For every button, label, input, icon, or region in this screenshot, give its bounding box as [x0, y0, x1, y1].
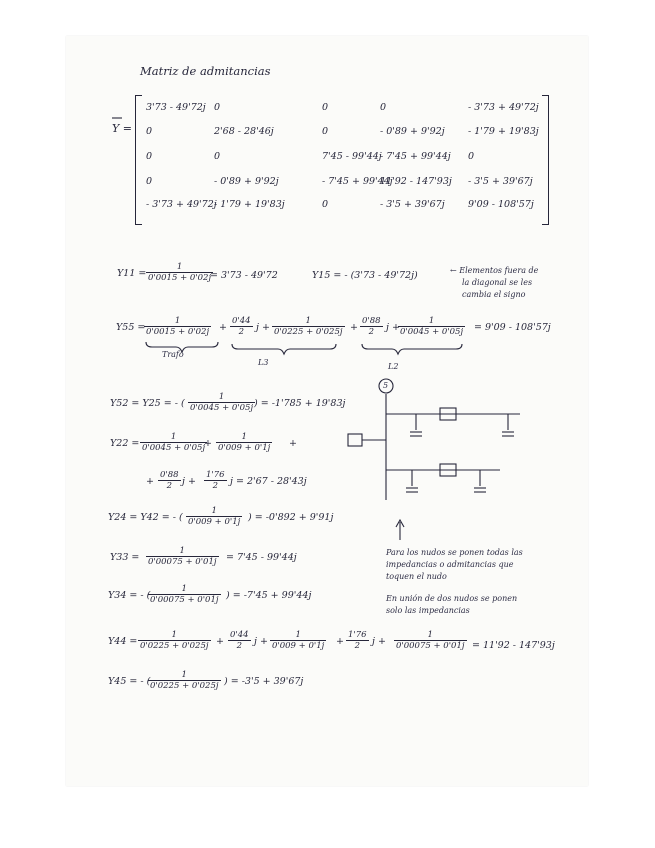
- matrix-cell: 0: [146, 176, 153, 187]
- y11-fraction: $\frac{1}{0'0015 + 0'02j}$: [148, 262, 212, 283]
- y11-label: Y11 =: [117, 268, 147, 279]
- matrix-cell: 0: [146, 151, 153, 162]
- y55-term4: $\frac{0'88}{2}$: [362, 316, 381, 337]
- y44-term4: $\frac{1'76}{2}$: [348, 630, 367, 651]
- y22-plus3: +: [146, 476, 154, 487]
- y24-result: ) = -0'892 + 9'91j: [248, 512, 334, 523]
- y55-plus3: +: [350, 322, 358, 333]
- note-offdiag-1: ← Elementos fuera de: [450, 266, 539, 275]
- bus-number: 5: [383, 381, 389, 390]
- brace-label-l2: L2: [388, 362, 399, 371]
- matrix-cell: 9'09 - 108'57j: [468, 199, 534, 210]
- brace-label-trafo: Trafo: [162, 350, 184, 359]
- y55-term2-suffix: j +: [256, 322, 270, 333]
- matrix-cell: - 0'89 + 9'92j: [380, 126, 445, 137]
- y45-fraction: $\frac{1}{0'0225 + 0'025j}$: [150, 670, 219, 691]
- y55-term5: $\frac{1}{0'0045 + 0'05j}$: [400, 316, 464, 337]
- y52-label: Y52 = Y25 = - (: [110, 398, 185, 409]
- matrix-cell: 0: [214, 151, 221, 162]
- matrix-cell: 0: [214, 102, 221, 113]
- y34-fraction: $\frac{1}{0'00075 + 0'01j}$: [150, 584, 219, 605]
- y45-result: ) = -3'5 + 39'67j: [224, 676, 304, 687]
- y55-term4-suffix: j +: [386, 322, 400, 333]
- y33-result: = 7'45 - 99'44j: [226, 552, 297, 563]
- matrix-cell: 0: [322, 126, 329, 137]
- y45-label: Y45 = - (: [108, 676, 151, 687]
- brace-l2: [362, 344, 462, 354]
- y34-label: Y34 = - (: [108, 590, 151, 601]
- y33-label: Y33 =: [110, 552, 140, 563]
- y15-expression: Y15 = - (3'73 - 49'72j): [312, 270, 418, 281]
- y24-fraction: $\frac{1}{0'009 + 0'1j}$: [188, 506, 241, 527]
- note-union-1: En unión de dos nudos se ponen: [386, 594, 518, 603]
- note-union-2: solo las impedancias: [386, 606, 470, 615]
- y44-term2: $\frac{0'44}{2}$: [230, 630, 249, 651]
- y44-result: = 11'92 - 147'93j: [472, 640, 555, 651]
- y33-fraction: $\frac{1}{0'00075 + 0'01j}$: [148, 546, 217, 567]
- brace-label-l3: L3: [258, 358, 269, 367]
- y22-term3-suffix: j +: [182, 476, 196, 487]
- bus-circle: [379, 379, 393, 393]
- y22-term4: $\frac{1'76}{2}$: [206, 470, 225, 491]
- y22-plus1: +: [204, 438, 212, 449]
- matrix-cell: - 3'5 + 39'67j: [380, 199, 445, 210]
- y55-term2: $\frac{0'44}{2}$: [232, 316, 251, 337]
- brace-trafo: [146, 342, 218, 352]
- page-title: Matriz de admitancias: [140, 64, 271, 78]
- matrix-cell: 0: [322, 199, 329, 210]
- y22-term1: $\frac{1}{0'0045 + 0'05j}$: [142, 432, 206, 453]
- y55-label: Y55 =: [116, 322, 146, 333]
- matrix-cell: 7'45 - 99'44j: [322, 151, 382, 162]
- y11-result: = 3'73 - 49'72: [210, 270, 278, 281]
- matrix-label: Y =: [112, 122, 132, 135]
- y55-plus1: +: [219, 322, 227, 333]
- matrix-cell: - 1'79 + 19'83j: [214, 199, 285, 210]
- y52-fraction: $\frac{1}{0'0045 + 0'05j}$: [190, 392, 254, 413]
- matrix-cell: - 7'45 + 99'44j: [322, 176, 393, 187]
- y22-term3: $\frac{0'88}{2}$: [160, 470, 179, 491]
- note-offdiag-3: cambia el signo: [462, 290, 526, 299]
- y44-label: Y44 =: [108, 636, 138, 647]
- matrix-cell: - 7'45 + 99'44j: [380, 151, 451, 162]
- matrix-cell: - 0'89 + 9'92j: [214, 176, 279, 187]
- matrix-cell: 3'73 - 49'72j: [146, 102, 206, 113]
- y55-term3: $\frac{1}{0'0225 + 0'025j}$: [274, 316, 343, 337]
- matrix-cell: 2'68 - 28'46j: [214, 126, 274, 137]
- matrix-cell: 0: [322, 102, 329, 113]
- y24-label: Y24 = Y42 = - (: [108, 512, 183, 523]
- y34-result: ) = -7'45 + 99'44j: [226, 590, 312, 601]
- y44-term2-suffix: j +: [254, 636, 268, 647]
- y44-term5: $\frac{1}{0'00075 + 0'01j}$: [396, 630, 465, 651]
- note-nodes-3: toquen el nudo: [386, 572, 447, 581]
- matrix-cell: 11'92 - 147'93j: [380, 176, 452, 187]
- y55-term1: $\frac{1}{0'0015 + 0'02j}$: [146, 316, 210, 337]
- matrix-cell: - 3'73 + 49'72j: [468, 102, 539, 113]
- y44-term1: $\frac{1}{0'0225 + 0'025j}$: [140, 630, 209, 651]
- y44-term3: $\frac{1}{0'009 + 0'1j}$: [272, 630, 325, 651]
- y44-plus3: +: [336, 636, 344, 647]
- source-box: [348, 434, 362, 446]
- matrix-cell: 0: [146, 126, 153, 137]
- y22-result: j = 2'67 - 28'43j: [230, 476, 307, 487]
- y22-label: Y22 =: [110, 438, 140, 449]
- note-offdiag-2: la diagonal se les: [462, 278, 533, 287]
- matrix-cell: - 3'73 + 49'72j: [146, 199, 217, 210]
- y52-result: ) = -1'785 + 19'83j: [254, 398, 346, 409]
- matrix-cell: 0: [380, 102, 387, 113]
- matrix-cell: 0: [468, 151, 475, 162]
- y22-term2: $\frac{1}{0'009 + 0'1j}$: [218, 432, 271, 453]
- brace-l3: [232, 344, 336, 354]
- note-nodes-1: Para los nudos se ponen todas las: [386, 548, 523, 557]
- note-nodes-2: impedancias o admitancias que: [386, 560, 514, 569]
- y44-term4-suffix: j +: [372, 636, 386, 647]
- y22-plus2: +: [289, 438, 297, 449]
- y44-plus1: +: [216, 636, 224, 647]
- y55-result: = 9'09 - 108'57j: [474, 322, 551, 333]
- matrix-cell: - 3'5 + 39'67j: [468, 176, 533, 187]
- matrix-cell: - 1'79 + 19'83j: [468, 126, 539, 137]
